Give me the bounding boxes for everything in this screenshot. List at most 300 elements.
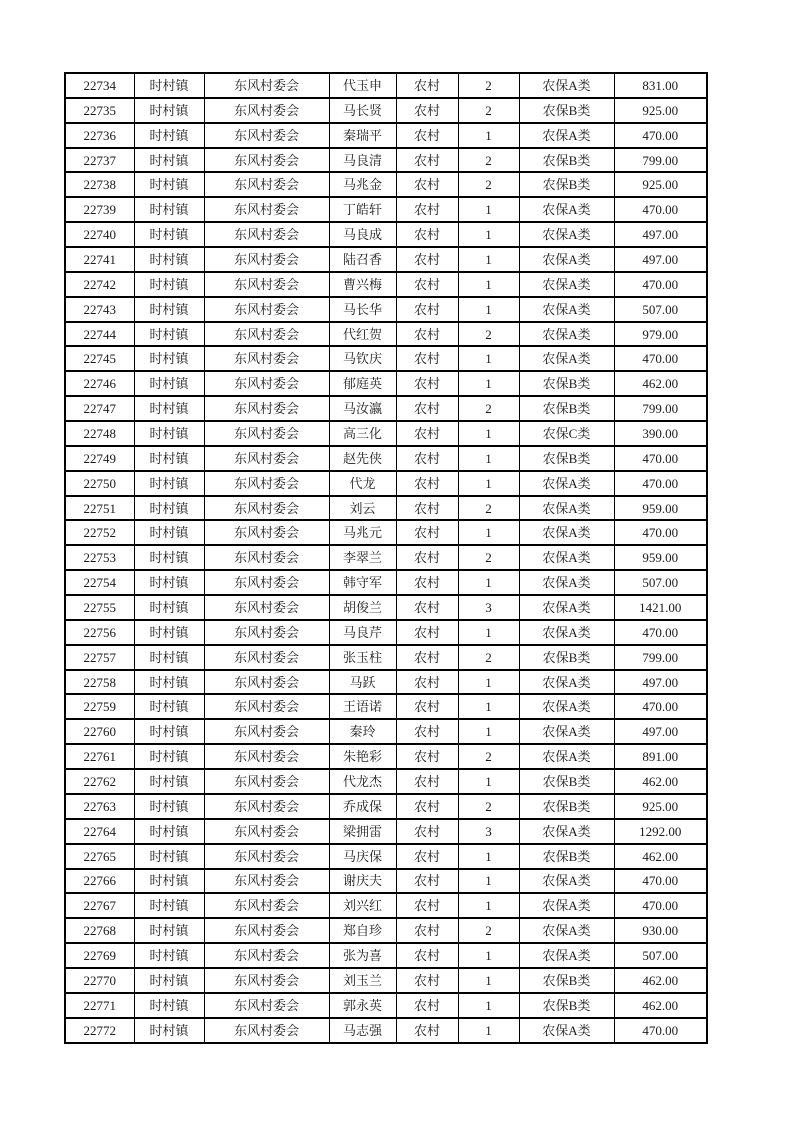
cell-person-count: 1 (458, 123, 519, 148)
cell-amount: 470.00 (614, 197, 707, 222)
cell-person-name: 高三化 (329, 421, 396, 446)
cell-person-count: 1 (458, 421, 519, 446)
table-row (65, 844, 707, 869)
cell-insurance-category: 农保B类 (519, 844, 614, 869)
cell-town: 时村镇 (134, 545, 204, 570)
cell-town: 时村镇 (134, 123, 204, 148)
cell-village-committee: 东风村委会 (204, 918, 329, 943)
cell-amount: 799.00 (614, 396, 707, 421)
cell-amount: 470.00 (614, 446, 707, 471)
cell-town: 时村镇 (134, 943, 204, 968)
cell-insurance-category: 农保A类 (519, 869, 614, 894)
cell-residence-type: 农村 (396, 670, 458, 695)
cell-residence-type: 农村 (396, 943, 458, 968)
table-row (65, 322, 707, 347)
cell-record-id: 22749 (65, 446, 134, 471)
cell-amount: 470.00 (614, 893, 707, 918)
cell-village-committee: 东风村委会 (204, 545, 329, 570)
cell-person-name: 郁庭英 (329, 371, 396, 396)
cell-amount: 462.00 (614, 769, 707, 794)
cell-village-committee: 东风村委会 (204, 346, 329, 371)
cell-person-name: 刘兴红 (329, 893, 396, 918)
cell-record-id: 22737 (65, 148, 134, 173)
cell-town: 时村镇 (134, 819, 204, 844)
cell-residence-type: 农村 (396, 123, 458, 148)
cell-person-name: 李翠兰 (329, 545, 396, 570)
cell-insurance-category: 农保A类 (519, 943, 614, 968)
cell-amount: 799.00 (614, 148, 707, 173)
cell-village-committee: 东风村委会 (204, 844, 329, 869)
cell-person-count: 1 (458, 371, 519, 396)
cell-residence-type: 农村 (396, 272, 458, 297)
cell-amount: 470.00 (614, 123, 707, 148)
cell-village-committee: 东风村委会 (204, 1018, 329, 1043)
cell-insurance-category: 农保A类 (519, 297, 614, 322)
cell-residence-type: 农村 (396, 446, 458, 471)
cell-insurance-category: 农保C类 (519, 421, 614, 446)
cell-insurance-category: 农保A类 (519, 893, 614, 918)
cell-person-name: 赵先侠 (329, 446, 396, 471)
cell-person-count: 1 (458, 943, 519, 968)
cell-town: 时村镇 (134, 918, 204, 943)
cell-amount: 507.00 (614, 570, 707, 595)
cell-insurance-category: 农保B类 (519, 645, 614, 670)
table-row (65, 346, 707, 371)
cell-record-id: 22765 (65, 844, 134, 869)
table-row (65, 471, 707, 496)
cell-amount: 507.00 (614, 943, 707, 968)
cell-village-committee: 东风村委会 (204, 73, 329, 98)
table-row (65, 918, 707, 943)
cell-residence-type: 农村 (396, 694, 458, 719)
cell-record-id: 22744 (65, 322, 134, 347)
cell-record-id: 22734 (65, 73, 134, 98)
cell-person-count: 1 (458, 520, 519, 545)
cell-person-name: 马钦庆 (329, 346, 396, 371)
cell-insurance-category: 农保B类 (519, 968, 614, 993)
cell-person-name: 刘云 (329, 496, 396, 521)
cell-record-id: 22743 (65, 297, 134, 322)
cell-insurance-category: 农保A类 (519, 1018, 614, 1043)
cell-village-committee: 东风村委会 (204, 819, 329, 844)
cell-person-name: 秦玲 (329, 719, 396, 744)
cell-amount: 497.00 (614, 247, 707, 272)
table-row (65, 769, 707, 794)
cell-person-name: 曹兴梅 (329, 272, 396, 297)
cell-town: 时村镇 (134, 496, 204, 521)
cell-village-committee: 东风村委会 (204, 794, 329, 819)
cell-village-committee: 东风村委会 (204, 172, 329, 197)
table-row (65, 421, 707, 446)
cell-person-count: 1 (458, 247, 519, 272)
cell-record-id: 22742 (65, 272, 134, 297)
cell-record-id: 22747 (65, 396, 134, 421)
table-row (65, 371, 707, 396)
cell-person-name: 马良清 (329, 148, 396, 173)
table-row (65, 297, 707, 322)
cell-record-id: 22751 (65, 496, 134, 521)
cell-amount: 507.00 (614, 297, 707, 322)
cell-town: 时村镇 (134, 744, 204, 769)
cell-residence-type: 农村 (396, 545, 458, 570)
cell-town: 时村镇 (134, 719, 204, 744)
cell-record-id: 22745 (65, 346, 134, 371)
cell-town: 时村镇 (134, 197, 204, 222)
cell-residence-type: 农村 (396, 297, 458, 322)
cell-record-id: 22748 (65, 421, 134, 446)
cell-village-committee: 东风村委会 (204, 148, 329, 173)
table-row (65, 819, 707, 844)
cell-person-count: 1 (458, 1018, 519, 1043)
cell-amount: 470.00 (614, 694, 707, 719)
cell-residence-type: 农村 (396, 893, 458, 918)
cell-residence-type: 农村 (396, 148, 458, 173)
cell-person-count: 1 (458, 893, 519, 918)
cell-person-name: 马庆保 (329, 844, 396, 869)
cell-record-id: 22761 (65, 744, 134, 769)
cell-person-name: 马汝瀛 (329, 396, 396, 421)
cell-amount: 470.00 (614, 520, 707, 545)
cell-town: 时村镇 (134, 520, 204, 545)
cell-person-count: 2 (458, 396, 519, 421)
table-row (65, 172, 707, 197)
cell-amount: 891.00 (614, 744, 707, 769)
cell-residence-type: 农村 (396, 844, 458, 869)
cell-record-id: 22769 (65, 943, 134, 968)
records-table (64, 72, 708, 1044)
cell-person-count: 1 (458, 844, 519, 869)
cell-village-committee: 东风村委会 (204, 197, 329, 222)
cell-amount: 1292.00 (614, 819, 707, 844)
table-row (65, 272, 707, 297)
cell-residence-type: 农村 (396, 471, 458, 496)
cell-record-id: 22759 (65, 694, 134, 719)
cell-person-count: 1 (458, 968, 519, 993)
cell-record-id: 22755 (65, 595, 134, 620)
cell-village-committee: 东风村委会 (204, 993, 329, 1018)
cell-person-name: 韩守军 (329, 570, 396, 595)
table-row (65, 694, 707, 719)
cell-insurance-category: 农保A类 (519, 197, 614, 222)
cell-amount: 925.00 (614, 794, 707, 819)
cell-amount: 497.00 (614, 222, 707, 247)
cell-residence-type: 农村 (396, 719, 458, 744)
cell-amount: 930.00 (614, 918, 707, 943)
cell-record-id: 22741 (65, 247, 134, 272)
cell-person-count: 1 (458, 446, 519, 471)
cell-insurance-category: 农保A类 (519, 496, 614, 521)
cell-insurance-category: 农保B类 (519, 769, 614, 794)
cell-village-committee: 东风村委会 (204, 520, 329, 545)
cell-residence-type: 农村 (396, 346, 458, 371)
cell-person-count: 1 (458, 222, 519, 247)
cell-person-name: 乔成保 (329, 794, 396, 819)
cell-town: 时村镇 (134, 869, 204, 894)
cell-record-id: 22770 (65, 968, 134, 993)
cell-residence-type: 农村 (396, 595, 458, 620)
cell-insurance-category: 农保A类 (519, 719, 614, 744)
cell-insurance-category: 农保A类 (519, 620, 614, 645)
cell-village-committee: 东风村委会 (204, 272, 329, 297)
cell-residence-type: 农村 (396, 247, 458, 272)
cell-person-name: 陆召香 (329, 247, 396, 272)
cell-person-name: 马跃 (329, 670, 396, 695)
table-row (65, 620, 707, 645)
cell-town: 时村镇 (134, 172, 204, 197)
cell-residence-type: 农村 (396, 172, 458, 197)
cell-person-name: 王语诺 (329, 694, 396, 719)
cell-person-count: 1 (458, 346, 519, 371)
table-row (65, 869, 707, 894)
cell-village-committee: 东风村委会 (204, 247, 329, 272)
cell-record-id: 22762 (65, 769, 134, 794)
cell-person-count: 1 (458, 869, 519, 894)
table-row (65, 719, 707, 744)
cell-record-id: 22767 (65, 893, 134, 918)
cell-amount: 799.00 (614, 645, 707, 670)
cell-person-name: 胡俊兰 (329, 595, 396, 620)
cell-record-id: 22766 (65, 869, 134, 894)
cell-record-id: 22754 (65, 570, 134, 595)
cell-residence-type: 农村 (396, 869, 458, 894)
cell-town: 时村镇 (134, 471, 204, 496)
cell-person-name: 秦瑞平 (329, 123, 396, 148)
cell-amount: 979.00 (614, 322, 707, 347)
cell-village-committee: 东风村委会 (204, 222, 329, 247)
cell-insurance-category: 农保B类 (519, 172, 614, 197)
cell-amount: 470.00 (614, 869, 707, 894)
cell-town: 时村镇 (134, 148, 204, 173)
table-row (65, 222, 707, 247)
cell-person-count: 3 (458, 819, 519, 844)
cell-town: 时村镇 (134, 272, 204, 297)
cell-insurance-category: 农保B类 (519, 98, 614, 123)
cell-residence-type: 农村 (396, 520, 458, 545)
cell-residence-type: 农村 (396, 222, 458, 247)
cell-residence-type: 农村 (396, 968, 458, 993)
cell-person-count: 2 (458, 545, 519, 570)
table-row (65, 968, 707, 993)
cell-insurance-category: 农保B类 (519, 446, 614, 471)
cell-amount: 470.00 (614, 620, 707, 645)
cell-record-id: 22763 (65, 794, 134, 819)
cell-town: 时村镇 (134, 222, 204, 247)
cell-village-committee: 东风村委会 (204, 719, 329, 744)
cell-village-committee: 东风村委会 (204, 670, 329, 695)
cell-village-committee: 东风村委会 (204, 769, 329, 794)
cell-residence-type: 农村 (396, 819, 458, 844)
cell-record-id: 22768 (65, 918, 134, 943)
cell-insurance-category: 农保A类 (519, 247, 614, 272)
cell-town: 时村镇 (134, 595, 204, 620)
cell-person-count: 2 (458, 148, 519, 173)
cell-insurance-category: 农保A类 (519, 744, 614, 769)
cell-person-name: 马兆金 (329, 172, 396, 197)
cell-amount: 497.00 (614, 719, 707, 744)
table-row (65, 570, 707, 595)
cell-amount: 470.00 (614, 346, 707, 371)
cell-residence-type: 农村 (396, 371, 458, 396)
cell-person-count: 3 (458, 595, 519, 620)
table-row (65, 943, 707, 968)
cell-insurance-category: 农保A类 (519, 918, 614, 943)
cell-residence-type: 农村 (396, 769, 458, 794)
cell-insurance-category: 农保B类 (519, 371, 614, 396)
cell-record-id: 22757 (65, 645, 134, 670)
cell-record-id: 22753 (65, 545, 134, 570)
cell-residence-type: 农村 (396, 570, 458, 595)
table-row (65, 446, 707, 471)
cell-town: 时村镇 (134, 297, 204, 322)
cell-person-name: 张为喜 (329, 943, 396, 968)
records-table-container (64, 72, 708, 1044)
cell-amount: 462.00 (614, 968, 707, 993)
cell-record-id: 22772 (65, 1018, 134, 1043)
cell-person-name: 代龙杰 (329, 769, 396, 794)
cell-record-id: 22738 (65, 172, 134, 197)
records-table-body (65, 73, 707, 1043)
table-row (65, 520, 707, 545)
cell-amount: 470.00 (614, 272, 707, 297)
cell-person-name: 谢庆夫 (329, 869, 396, 894)
cell-village-committee: 东风村委会 (204, 943, 329, 968)
table-row (65, 744, 707, 769)
cell-person-name: 代龙 (329, 471, 396, 496)
cell-person-name: 刘玉兰 (329, 968, 396, 993)
cell-amount: 462.00 (614, 371, 707, 396)
cell-town: 时村镇 (134, 645, 204, 670)
cell-amount: 925.00 (614, 98, 707, 123)
table-row (65, 993, 707, 1018)
cell-person-name: 代红贺 (329, 322, 396, 347)
table-row (65, 123, 707, 148)
cell-residence-type: 农村 (396, 645, 458, 670)
cell-person-name: 朱艳彩 (329, 744, 396, 769)
cell-insurance-category: 农保A类 (519, 520, 614, 545)
cell-person-count: 1 (458, 694, 519, 719)
cell-insurance-category: 农保A类 (519, 570, 614, 595)
table-row (65, 496, 707, 521)
cell-amount: 462.00 (614, 844, 707, 869)
cell-person-name: 马志强 (329, 1018, 396, 1043)
cell-town: 时村镇 (134, 346, 204, 371)
cell-village-committee: 东风村委会 (204, 371, 329, 396)
cell-town: 时村镇 (134, 371, 204, 396)
cell-town: 时村镇 (134, 893, 204, 918)
cell-residence-type: 农村 (396, 794, 458, 819)
cell-person-count: 1 (458, 670, 519, 695)
cell-residence-type: 农村 (396, 421, 458, 446)
cell-record-id: 22746 (65, 371, 134, 396)
cell-insurance-category: 农保A类 (519, 471, 614, 496)
cell-town: 时村镇 (134, 73, 204, 98)
cell-amount: 959.00 (614, 496, 707, 521)
table-row (65, 148, 707, 173)
cell-village-committee: 东风村委会 (204, 744, 329, 769)
cell-insurance-category: 农保B类 (519, 794, 614, 819)
table-row (65, 794, 707, 819)
cell-amount: 925.00 (614, 172, 707, 197)
cell-record-id: 22760 (65, 719, 134, 744)
table-row (65, 670, 707, 695)
cell-person-name: 张玉柱 (329, 645, 396, 670)
cell-amount: 959.00 (614, 545, 707, 570)
cell-insurance-category: 农保A类 (519, 322, 614, 347)
cell-insurance-category: 农保A类 (519, 222, 614, 247)
table-row (65, 197, 707, 222)
cell-town: 时村镇 (134, 396, 204, 421)
cell-insurance-category: 农保A类 (519, 272, 614, 297)
cell-insurance-category: 农保A类 (519, 73, 614, 98)
table-row (65, 247, 707, 272)
cell-amount: 390.00 (614, 421, 707, 446)
cell-record-id: 22758 (65, 670, 134, 695)
cell-amount: 831.00 (614, 73, 707, 98)
cell-person-count: 2 (458, 918, 519, 943)
cell-person-count: 1 (458, 297, 519, 322)
table-row (65, 396, 707, 421)
cell-village-committee: 东风村委会 (204, 496, 329, 521)
cell-person-count: 2 (458, 496, 519, 521)
cell-town: 时村镇 (134, 247, 204, 272)
cell-record-id: 22740 (65, 222, 134, 247)
cell-person-count: 2 (458, 645, 519, 670)
cell-village-committee: 东风村委会 (204, 694, 329, 719)
cell-village-committee: 东风村委会 (204, 446, 329, 471)
cell-insurance-category: 农保A类 (519, 819, 614, 844)
cell-person-name: 马长华 (329, 297, 396, 322)
cell-person-count: 1 (458, 570, 519, 595)
table-row (65, 893, 707, 918)
cell-town: 时村镇 (134, 769, 204, 794)
cell-village-committee: 东风村委会 (204, 595, 329, 620)
cell-person-name: 郑自珍 (329, 918, 396, 943)
table-row (65, 595, 707, 620)
cell-record-id: 22764 (65, 819, 134, 844)
cell-insurance-category: 农保A类 (519, 694, 614, 719)
cell-town: 时村镇 (134, 570, 204, 595)
cell-insurance-category: 农保A类 (519, 123, 614, 148)
cell-person-name: 郭永英 (329, 993, 396, 1018)
table-row (65, 645, 707, 670)
cell-person-name: 丁皓轩 (329, 197, 396, 222)
cell-person-name: 马长贤 (329, 98, 396, 123)
cell-person-name: 马良成 (329, 222, 396, 247)
cell-village-committee: 东风村委会 (204, 471, 329, 496)
cell-record-id: 22756 (65, 620, 134, 645)
cell-residence-type: 农村 (396, 993, 458, 1018)
cell-village-committee: 东风村委会 (204, 396, 329, 421)
cell-village-committee: 东风村委会 (204, 297, 329, 322)
cell-town: 时村镇 (134, 421, 204, 446)
cell-person-count: 2 (458, 744, 519, 769)
cell-person-count: 2 (458, 794, 519, 819)
cell-insurance-category: 农保B类 (519, 148, 614, 173)
cell-residence-type: 农村 (396, 496, 458, 521)
cell-town: 时村镇 (134, 322, 204, 347)
cell-town: 时村镇 (134, 968, 204, 993)
cell-village-committee: 东风村委会 (204, 893, 329, 918)
cell-person-count: 1 (458, 272, 519, 297)
cell-person-count: 1 (458, 471, 519, 496)
cell-village-committee: 东风村委会 (204, 421, 329, 446)
cell-town: 时村镇 (134, 993, 204, 1018)
cell-amount: 497.00 (614, 670, 707, 695)
cell-village-committee: 东风村委会 (204, 322, 329, 347)
cell-record-id: 22735 (65, 98, 134, 123)
cell-residence-type: 农村 (396, 98, 458, 123)
cell-insurance-category: 农保A类 (519, 545, 614, 570)
